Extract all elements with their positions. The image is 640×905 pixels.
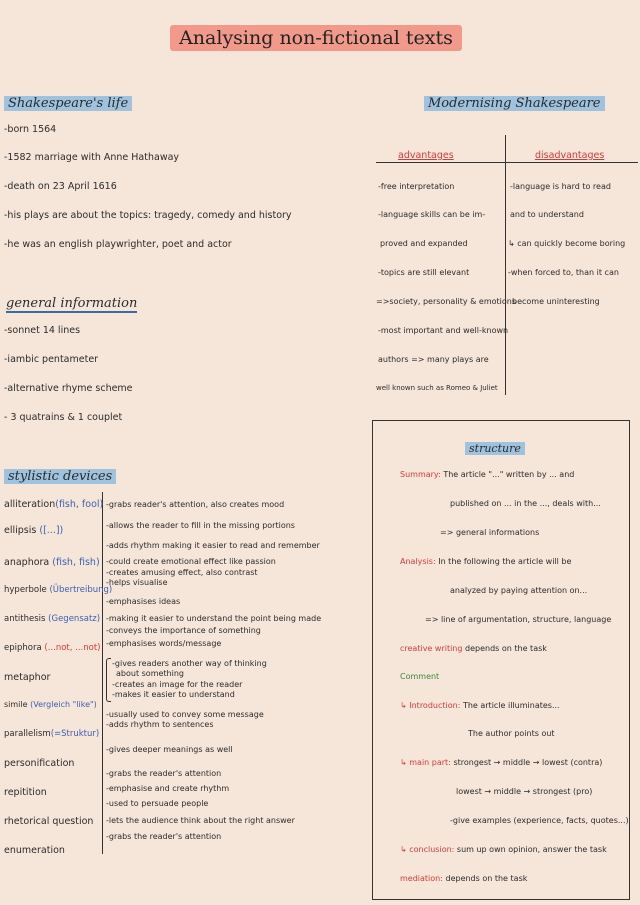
life-item-topics: -his plays are about the topics: tragedy, comedy and history xyxy=(4,210,292,221)
effect-item: -lets the audience think about the right answer xyxy=(106,816,295,825)
intro-line: The author points out xyxy=(468,729,555,738)
disadvantage-item: -language is hard to read xyxy=(510,182,611,191)
stylistic-heading: stylistic devices xyxy=(4,465,116,484)
disadvantage-item: and to understand xyxy=(510,210,584,219)
effect-item: -creates amusing effect, also contrast xyxy=(106,568,258,577)
structure-heading: structure xyxy=(465,437,525,456)
effect-item: -could create emotional effect like passion xyxy=(106,557,276,566)
table-divider xyxy=(376,162,638,163)
device-row: antithesis (Gegensatz) xyxy=(4,614,101,624)
effect-item: -usually used to convey some message xyxy=(106,710,264,719)
life-heading: Shakespeare's life xyxy=(4,92,132,111)
devices-column-divider xyxy=(102,492,103,854)
effect-item: -grabs the reader's attention xyxy=(106,832,222,841)
advantage-item: authors => many plays are xyxy=(378,355,489,364)
summary-line: published on ... in the ..., deals with... xyxy=(450,499,601,508)
device-row: personification xyxy=(4,758,75,769)
structure-box xyxy=(372,420,630,900)
disadvantages-label: disadvantages xyxy=(535,150,605,161)
advantage-item: -most important and well-known xyxy=(378,326,509,335)
effect-item: about something xyxy=(116,669,184,678)
device-row: simile (Vergleich "like") xyxy=(4,700,97,709)
disadvantage-item: become uninteresting xyxy=(512,297,600,306)
effect-item: -used to persuade people xyxy=(106,799,209,808)
effect-item: -helps visualise xyxy=(106,578,168,587)
effect-item: -emphasises ideas xyxy=(106,597,181,606)
summary-line: => general informations xyxy=(440,528,540,537)
device-row: metaphor xyxy=(4,672,51,683)
advantage-item: -language skills can be im- xyxy=(378,210,486,219)
advantage-item: well known such as Romeo & Juliet xyxy=(376,384,498,392)
effect-item: -grabs the reader's attention xyxy=(106,769,222,778)
main-part-line: ↳ main part: strongest → middle → lowest (contra) xyxy=(400,758,603,767)
effect-item: -gives readers another way of thinking xyxy=(112,659,267,668)
device-row: alliteration(fish, fool) xyxy=(4,499,104,510)
page-title: Analysing non-fictional texts xyxy=(170,25,462,51)
conclusion-line: ↳ conclusion: sum up own opinion, answer the task xyxy=(400,845,607,854)
effect-item: -creates an image for the reader xyxy=(112,680,243,689)
general-item-sonnet: -sonnet 14 lines xyxy=(4,325,81,336)
advantage-item: -free interpretation xyxy=(378,182,455,191)
analysis-line: Analysis: In the following the article will be xyxy=(400,557,572,566)
device-row: enumeration xyxy=(4,845,65,856)
device-row: repitition xyxy=(4,787,47,798)
comment-label: Comment xyxy=(400,672,440,681)
effect-item: -emphasise and create rhythm xyxy=(106,784,230,793)
disadvantage-item: ↳ can quickly become boring xyxy=(508,239,626,248)
life-item-born: -born 1564 xyxy=(4,124,57,135)
advantage-item: proved and expanded xyxy=(380,239,468,248)
advantages-label: advantages xyxy=(398,150,454,161)
general-heading: general information xyxy=(6,296,138,311)
device-row: ellipsis ([...]) xyxy=(4,525,64,536)
creative-writing-line: creative writing depends on the task xyxy=(400,644,547,653)
life-item-death: -death on 23 April 1616 xyxy=(4,181,117,192)
general-item-meter: -iambic pentameter xyxy=(4,354,99,365)
advantage-item: -topics are still elevant xyxy=(378,268,470,277)
main-part-line: lowest → middle → strongest (pro) xyxy=(456,787,593,796)
effect-item: -emphasises words/message xyxy=(106,639,222,648)
device-row: anaphora (fish, fish) xyxy=(4,557,100,568)
effect-item: -grabs reader's attention, also creates mood xyxy=(106,500,285,509)
device-row: epiphora (...not, ...not) xyxy=(4,643,101,653)
effect-item: -making it easier to understand the point being made xyxy=(106,614,322,623)
summary-line: Summary: The article "..." written by ... and xyxy=(400,470,575,479)
effect-item: -gives deeper meanings as well xyxy=(106,745,233,754)
general-item-quatrains: - 3 quatrains & 1 couplet xyxy=(4,412,123,423)
life-item-marriage: -1582 marriage with Anne Hathaway xyxy=(4,152,180,163)
modern-heading: Modernising Shakespeare xyxy=(424,92,605,111)
analysis-line: analyzed by paying attention on... xyxy=(450,586,588,595)
effect-item: -conveys the importance of something xyxy=(106,626,261,635)
general-item-rhyme: -alternative rhyme scheme xyxy=(4,383,133,394)
analysis-line: => line of argumentation, structure, language xyxy=(425,615,612,624)
effect-item: -makes it easier to understand xyxy=(112,690,235,699)
main-part-line: -give examples (experience, facts, quotes...) xyxy=(450,816,629,825)
intro-line: ↳ Introduction: The article illuminates... xyxy=(400,701,560,710)
effect-item: -adds rhythm to sentences xyxy=(106,720,214,729)
table-column-divider xyxy=(505,135,506,395)
disadvantage-item: -when forced to, than it can xyxy=(508,268,619,277)
effect-item: -allows the reader to fill in the missing portions xyxy=(106,521,295,530)
effects-bracket xyxy=(106,658,111,702)
effect-item: -adds rhythm making it easier to read and remember xyxy=(106,541,320,550)
device-row: rhetorical question xyxy=(4,816,94,827)
life-item-profession: -he was an english playwrighter, poet and actor xyxy=(4,239,232,250)
device-row: hyperbole (Übertreibung) xyxy=(4,585,113,595)
device-row: parallelism(=Struktur) xyxy=(4,729,100,739)
advantage-item: =>society, personality & emotions xyxy=(376,297,517,306)
mediation-line: mediation: depends on the task xyxy=(400,874,528,883)
